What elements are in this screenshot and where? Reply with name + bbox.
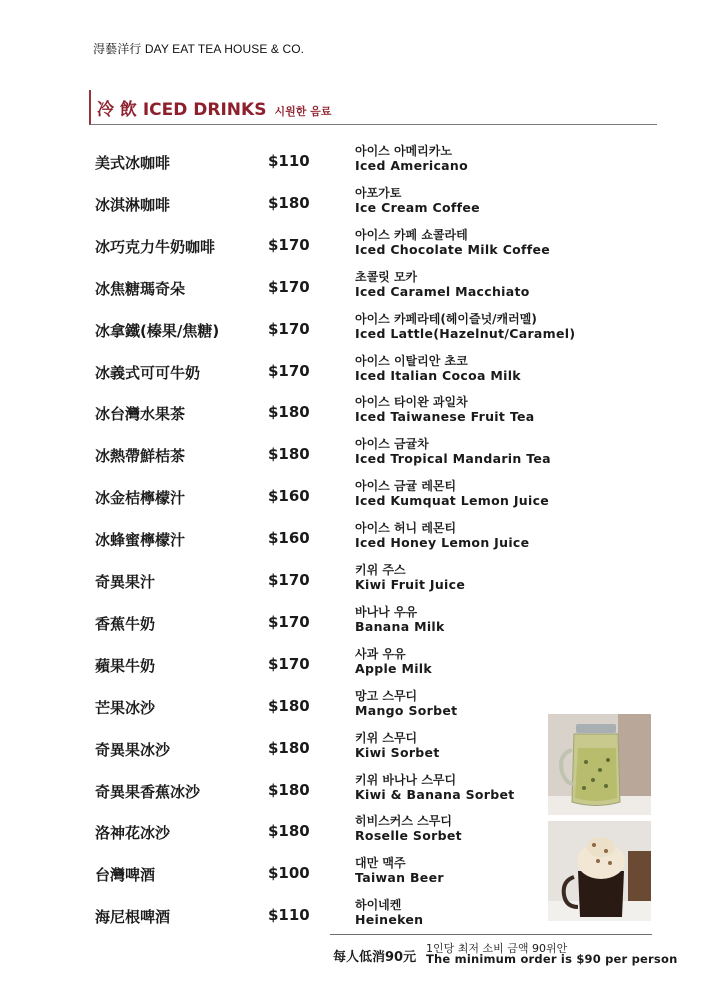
section-subtitle-ko: 시원한 음료 <box>274 105 332 118</box>
menu-item-name-en: Iced Lattle(Hazelnut/Caramel) <box>355 325 576 341</box>
menu-item-name-en: Iced Chocolate Milk Coffee <box>355 241 551 257</box>
menu-item-price: $180 <box>268 780 310 799</box>
ice-cream-coffee-image <box>548 821 651 921</box>
menu-item-name-en: Iced Honey Lemon Juice <box>355 535 530 551</box>
menu-item <box>0 603 714 645</box>
menu-item-name-en: Iced Americano <box>355 158 468 173</box>
menu-item <box>0 477 714 519</box>
menu-item-price: $100 <box>268 864 310 883</box>
menu-item-name-zh: 芒果冰沙 <box>95 698 156 717</box>
menu-item-name-zh: 冰淇淋咖啡 <box>95 195 171 214</box>
menu-item <box>0 226 714 268</box>
menu-item-name-en: Iced Caramel Macchiato <box>355 283 530 299</box>
menu-item-name-zh: 冰蜂蜜檸檬汁 <box>95 531 186 550</box>
menu-item-name-en: Iced Kumquat Lemon Juice <box>355 493 550 509</box>
menu-item-price: $110 <box>268 906 310 925</box>
menu-item-name-ko: 망고 스무디 <box>355 688 418 703</box>
menu-item-name-zh: 台灣啤酒 <box>95 866 156 885</box>
menu-item-price: $180 <box>268 696 310 715</box>
menu-item-name-zh: 冰金桔檸檬汁 <box>95 489 186 508</box>
menu-item-price: $180 <box>268 193 310 212</box>
menu-item <box>0 393 714 435</box>
menu-item-name-en: Kiwi Fruit Juice <box>355 577 466 592</box>
menu-item-price: $180 <box>268 445 310 464</box>
menu-item-name-zh: 冰焦糖瑪奇朵 <box>95 279 186 298</box>
kiwi-sorbet-jar-photo <box>548 714 651 815</box>
menu-item-name-zh: 冰熱帶鮮桔茶 <box>95 447 186 466</box>
menu-item-name-ko: 히비스커스 스무디 <box>355 814 452 829</box>
menu-item-name-zh: 美式冰咖啡 <box>95 154 171 172</box>
menu-item-name-ko: 아이스 카페 쇼콜라테 <box>355 227 468 242</box>
minimum-order-ko: 1인당 최저 소비 금액 90위안 <box>426 942 568 955</box>
section-header <box>89 90 657 125</box>
menu-item-name-en: Apple Milk <box>355 660 433 676</box>
menu-item-name-zh: 奇異果香蕉冰沙 <box>95 782 201 801</box>
menu-item-name-en: Iced Italian Cocoa Milk <box>355 367 521 383</box>
section-title-text: 冷 飲 ICED DRINKS <box>97 100 267 120</box>
menu-item-name-zh: 海尼根啤酒 <box>95 908 171 927</box>
menu-item-name-zh: 洛神花冰沙 <box>95 824 171 843</box>
menu-item-name-en: Heineken <box>355 912 424 928</box>
menu-item <box>0 352 714 394</box>
menu-item-price: $170 <box>268 654 310 673</box>
menu-item-name-ko: 하이네켄 <box>355 898 402 913</box>
menu-item-name-en: Iced Tropical Mandarin Tea <box>355 451 551 467</box>
menu-item-name-ko: 바나나 우유 <box>355 604 418 619</box>
menu-item-price: $170 <box>268 277 310 296</box>
menu-item-name-zh: 冰台灣水果茶 <box>95 405 186 424</box>
menu-item-name-ko: 키위 주스 <box>355 563 406 577</box>
brand-name: 淂藝洋行 DAY EAT TEA HOUSE & CO. <box>93 42 305 56</box>
menu-item-name-zh: 冰義式可可牛奶 <box>95 363 201 382</box>
menu-item-price: $180 <box>268 738 310 757</box>
menu-item-price: $170 <box>268 235 310 254</box>
menu-item-name-ko: 아이스 금귤 레몬티 <box>355 479 457 494</box>
menu-item-price: $170 <box>268 571 310 589</box>
section-title <box>97 95 331 120</box>
menu-item-name-zh: 奇異果冰沙 <box>95 740 171 759</box>
menu-item-name-ko: 대만 맥주 <box>355 856 406 871</box>
menu-item-name-ko: 아이스 금귤차 <box>355 437 429 452</box>
menu-item-name-ko: 아이스 카페라테(헤이즐넛/캐러멜) <box>355 311 537 326</box>
menu-item-price: $180 <box>268 822 310 841</box>
menu-item <box>0 561 714 603</box>
menu-item <box>0 268 714 310</box>
menu-item-name-en: Kiwi & Banana Sorbet <box>355 786 515 802</box>
menu-item-name-en: Ice Cream Coffee <box>355 199 480 215</box>
menu-item <box>0 519 714 561</box>
kiwi-sorbet-jar-image <box>548 714 651 815</box>
minimum-order-zh: 每人低消90元 <box>333 950 417 965</box>
menu-item-name-zh: 香蕉牛奶 <box>95 614 156 633</box>
minimum-order-en: The minimum order is $90 per person <box>426 952 678 966</box>
menu-item-name-ko: 키위 스무디 <box>355 730 418 745</box>
menu-item-name-en: Iced Taiwanese Fruit Tea <box>355 409 535 425</box>
menu-item-name-ko: 키위 바나나 스무디 <box>355 772 457 787</box>
menu-item-name-en: Kiwi Sorbet <box>355 744 440 760</box>
menu-item-price: $170 <box>268 612 310 631</box>
menu-item <box>0 435 714 477</box>
menu-item-price: $180 <box>268 403 310 422</box>
menu-item-name-en: Taiwan Beer <box>355 870 444 886</box>
ice-cream-coffee-glass-photo <box>548 821 651 921</box>
menu-item-name-zh: 冰巧克力牛奶咖啡 <box>95 237 216 256</box>
footer-divider <box>330 934 652 935</box>
menu-item <box>0 142 714 184</box>
menu-item-name-en: Roselle Sorbet <box>355 828 462 844</box>
menu-item-price: $160 <box>268 529 310 548</box>
menu-item-name-ko: 사과 우유 <box>355 646 406 661</box>
menu-item-price: $110 <box>268 152 310 170</box>
menu-item-name-ko: 초콜릿 모카 <box>355 269 418 284</box>
menu-item <box>0 310 714 352</box>
menu-item-name-ko: 아포가토 <box>355 185 402 200</box>
menu-item-name-zh: 冰拿鐵(榛果/焦糖) <box>95 321 220 340</box>
menu-item-name-ko: 아이스 허니 레몬티 <box>355 521 457 536</box>
menu-item-price: $170 <box>268 319 310 338</box>
menu-item-name-zh: 奇異果汁 <box>95 573 156 591</box>
menu-item-name-ko: 아이스 타이완 과일차 <box>355 395 468 410</box>
menu-item-price: $160 <box>268 487 310 506</box>
menu-item <box>0 184 714 226</box>
menu-item-name-en: Mango Sorbet <box>355 702 458 718</box>
menu-item <box>0 645 714 687</box>
menu-item-name-ko: 아이스 이탈리안 초코 <box>355 353 468 368</box>
menu-item-name-en: Banana Milk <box>355 618 445 634</box>
menu-item-name-zh: 蘋果牛奶 <box>95 656 156 675</box>
menu-item-price: $170 <box>268 361 310 380</box>
menu-item-name-ko: 아이스 아메리카노 <box>355 144 452 158</box>
